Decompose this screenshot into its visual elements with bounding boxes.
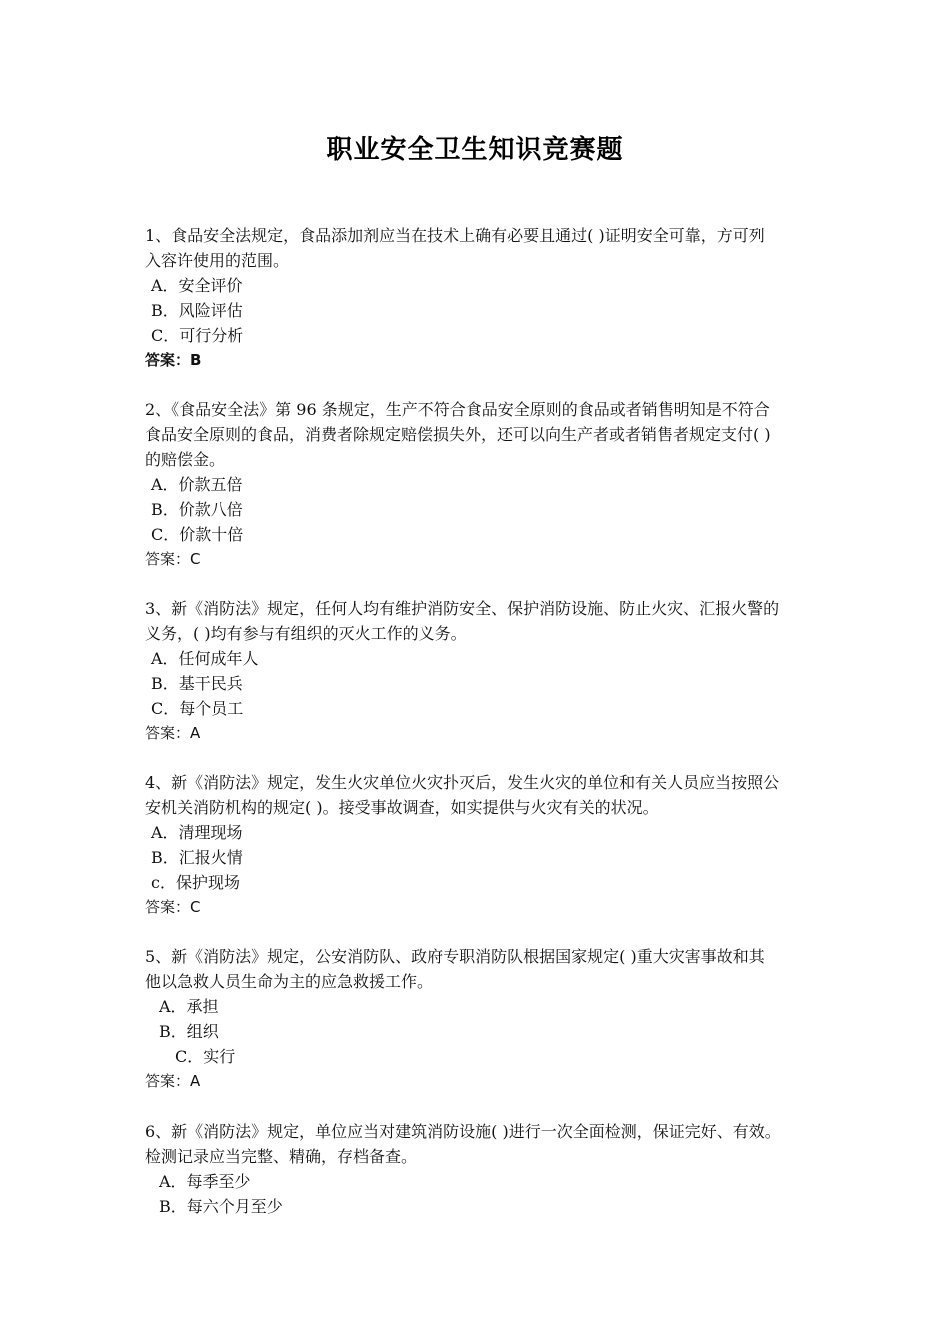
question-4-option-a: A．清理现场 xyxy=(151,823,243,842)
question-4-option-c: c．保护现场 xyxy=(151,873,240,892)
question-1 xyxy=(145,223,825,373)
question-6-line-2: 检测记录应当完整、精确，存档备查。 xyxy=(145,1147,418,1166)
question-4-line-2: 安机关消防机构的规定( )。接受事故调查，如实提供与火灾有关的状况。 xyxy=(145,798,659,817)
question-5 xyxy=(145,944,825,1094)
question-1-line-2: 入容许使用的范围。 xyxy=(145,251,290,270)
question-5-line-2: 他以急救人员生命为主的应急救援工作。 xyxy=(145,972,434,991)
question-1-option-c: C．可行分析 xyxy=(151,326,244,345)
question-2-line-1: 2、《食品安全法》第 96 条规定，生产不符合食品安全原则的食品或者销售明知是不符合 xyxy=(145,400,770,419)
question-2-answer: 答案：C xyxy=(145,550,201,568)
document-title: 职业安全卫生知识竞赛题 xyxy=(326,135,624,165)
question-3-answer: 答案：A xyxy=(145,724,201,742)
question-1-line-1: 1、食品安全法规定，食品添加剂应当在技术上确有必要且通过( )证明安全可靠，方可列 xyxy=(145,226,765,245)
question-4-option-b: B．汇报火情 xyxy=(151,848,243,867)
question-6-line-1: 6、新《消防法》规定，单位应当对建筑消防设施( )进行一次全面检测，保证完好、有效。 xyxy=(145,1122,781,1141)
question-1-answer: 答案：B xyxy=(145,351,202,369)
question-6-option-a: A．每季至少 xyxy=(159,1172,251,1191)
question-3-option-a: A．任何成年人 xyxy=(151,649,259,668)
question-4 xyxy=(145,770,825,920)
question-6-option-b: B．每六个月至少 xyxy=(159,1197,283,1216)
question-4-answer: 答案：C xyxy=(145,898,201,916)
question-2 xyxy=(145,397,825,572)
question-3 xyxy=(145,596,825,746)
question-3-line-2: 义务，( )均有参与有组织的灭火工作的义务。 xyxy=(145,624,467,643)
question-2-option-b: B．价款八倍 xyxy=(151,500,243,519)
question-2-option-c: C．价款十倍 xyxy=(151,525,244,544)
question-5-option-c: C．实行 xyxy=(175,1047,236,1066)
question-1-option-a: A．安全评价 xyxy=(151,276,243,295)
question-5-option-a: A．承担 xyxy=(159,997,219,1016)
question-3-option-c: C．每个员工 xyxy=(151,699,244,718)
question-5-line-1: 5、新《消防法》规定，公安消防队、政府专职消防队根据国家规定( )重大灾害事故和其 xyxy=(145,947,765,966)
question-2-line-2: 食品安全原则的食品，消费者除规定赔偿损失外，还可以向生产者或者销售者规定支付( ) xyxy=(145,425,771,444)
question-3-line-1: 3、新《消防法》规定，任何人均有维护消防安全、保护消防设施、防止火灾、汇报火警的 xyxy=(145,599,780,618)
question-4-line-1: 4、新《消防法》规定，发生火灾单位火灾扑灭后，发生火灾的单位和有关人员应当按照公 xyxy=(145,773,780,792)
question-2-line-3: 的赔偿金。 xyxy=(145,450,226,469)
question-2-option-a: A．价款五倍 xyxy=(151,475,243,494)
question-5-option-b: B．组织 xyxy=(159,1022,219,1041)
question-3-option-b: B．基干民兵 xyxy=(151,674,243,693)
question-1-option-b: B．风险评估 xyxy=(151,301,243,320)
question-6 xyxy=(145,1119,825,1219)
question-5-answer: 答案：A xyxy=(145,1072,201,1090)
